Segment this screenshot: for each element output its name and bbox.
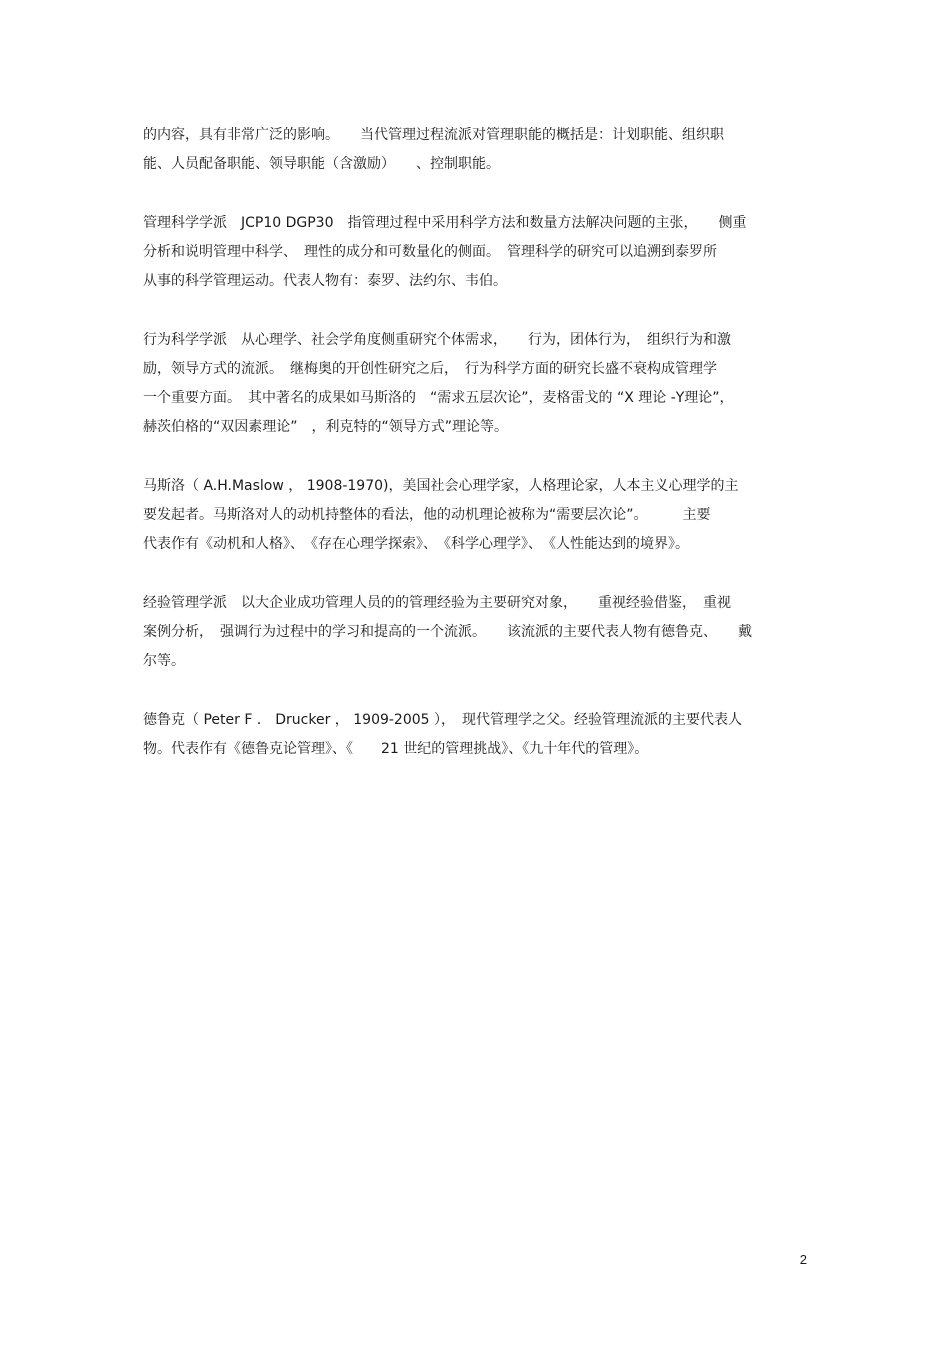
text-line: 案例分析， 强调行为过程中的学习和提高的一个流派。 该流派的主要代表人物有德鲁克、 戴: [143, 624, 752, 640]
text-line: 能、人员配备职能、领导职能（含激励） 、控制职能。: [143, 156, 500, 172]
text-line: 赫茨伯格的“双因素理论” ，利克特的“领导方式”理论等。: [143, 419, 509, 435]
text-line: 一个重要方面。 其中著名的成果如马斯洛的 “需求五层次论”，麦格雷戈的 “X 理论 -Y理论”，: [143, 390, 734, 406]
paragraph-behavioral-science-school: [143, 326, 807, 442]
text-line: 要发起者。马斯洛对人的动机持整体的看法，他的动机理论被称为“需要层次论”。 主要: [143, 507, 711, 523]
page-number: 2: [799, 1252, 807, 1267]
paragraph-management-process-cont: [143, 121, 807, 179]
text-line: 尔等。: [143, 653, 185, 669]
text-line: 代表作有《动机和人格》、 《存在心理学探索》、 《科学心理学》、 《人性能达到的境界》。: [143, 536, 689, 552]
text-line: 行为科学学派 从心理学、社会学角度侧重研究个体需求， 行为，团体行为， 组织行为和激: [143, 332, 731, 348]
text-line: 经验管理学派 以大企业成功管理人员的的管理经验为主要研究对象， 重视经验借鉴， 重视: [143, 595, 731, 611]
body-text: [143, 121, 807, 794]
text-line: 物。代表作有《德鲁克论管理》、《 21 世纪的管理挑战》、《九十年代的管理》。: [143, 741, 649, 757]
text-line: 管理科学学派 JCP10 DGP30 指管理过程中采用科学方法和数量方法解决问题的主张， 侧重: [143, 215, 747, 231]
text-line: 马斯洛（ A.H.Maslow ， 1908-1970)，美国社会心理学家，人格理论家，人本主义心理学的主: [143, 478, 739, 494]
text-line: 从事的科学管理运动。代表人物有：泰罗、法约尔、韦伯。: [143, 273, 507, 289]
paragraph-maslow: [143, 472, 807, 559]
text-line: 励，领导方式的流派。 继梅奥的开创性研究之后， 行为科学方面的研究长盛不衰构成管理学: [143, 361, 717, 377]
text-line: 的内容，具有非常广泛的影响。 当代管理过程流派对管理职能的概括是：计划职能、组织职: [143, 127, 724, 143]
paragraph-drucker: [143, 706, 807, 764]
paragraph-empirical-school: [143, 589, 807, 676]
text-line: 分析和说明管理中科学、 理性的成分和可数量化的侧面。 管理科学的研究可以追溯到泰罗所: [143, 244, 717, 260]
text-line: 德鲁克（ Peter F ． Drucker ， 1909-2005 ）， 现代管理学之父。经验管理流派的主要代表人: [143, 712, 743, 728]
paragraph-management-science-school: [143, 209, 807, 296]
